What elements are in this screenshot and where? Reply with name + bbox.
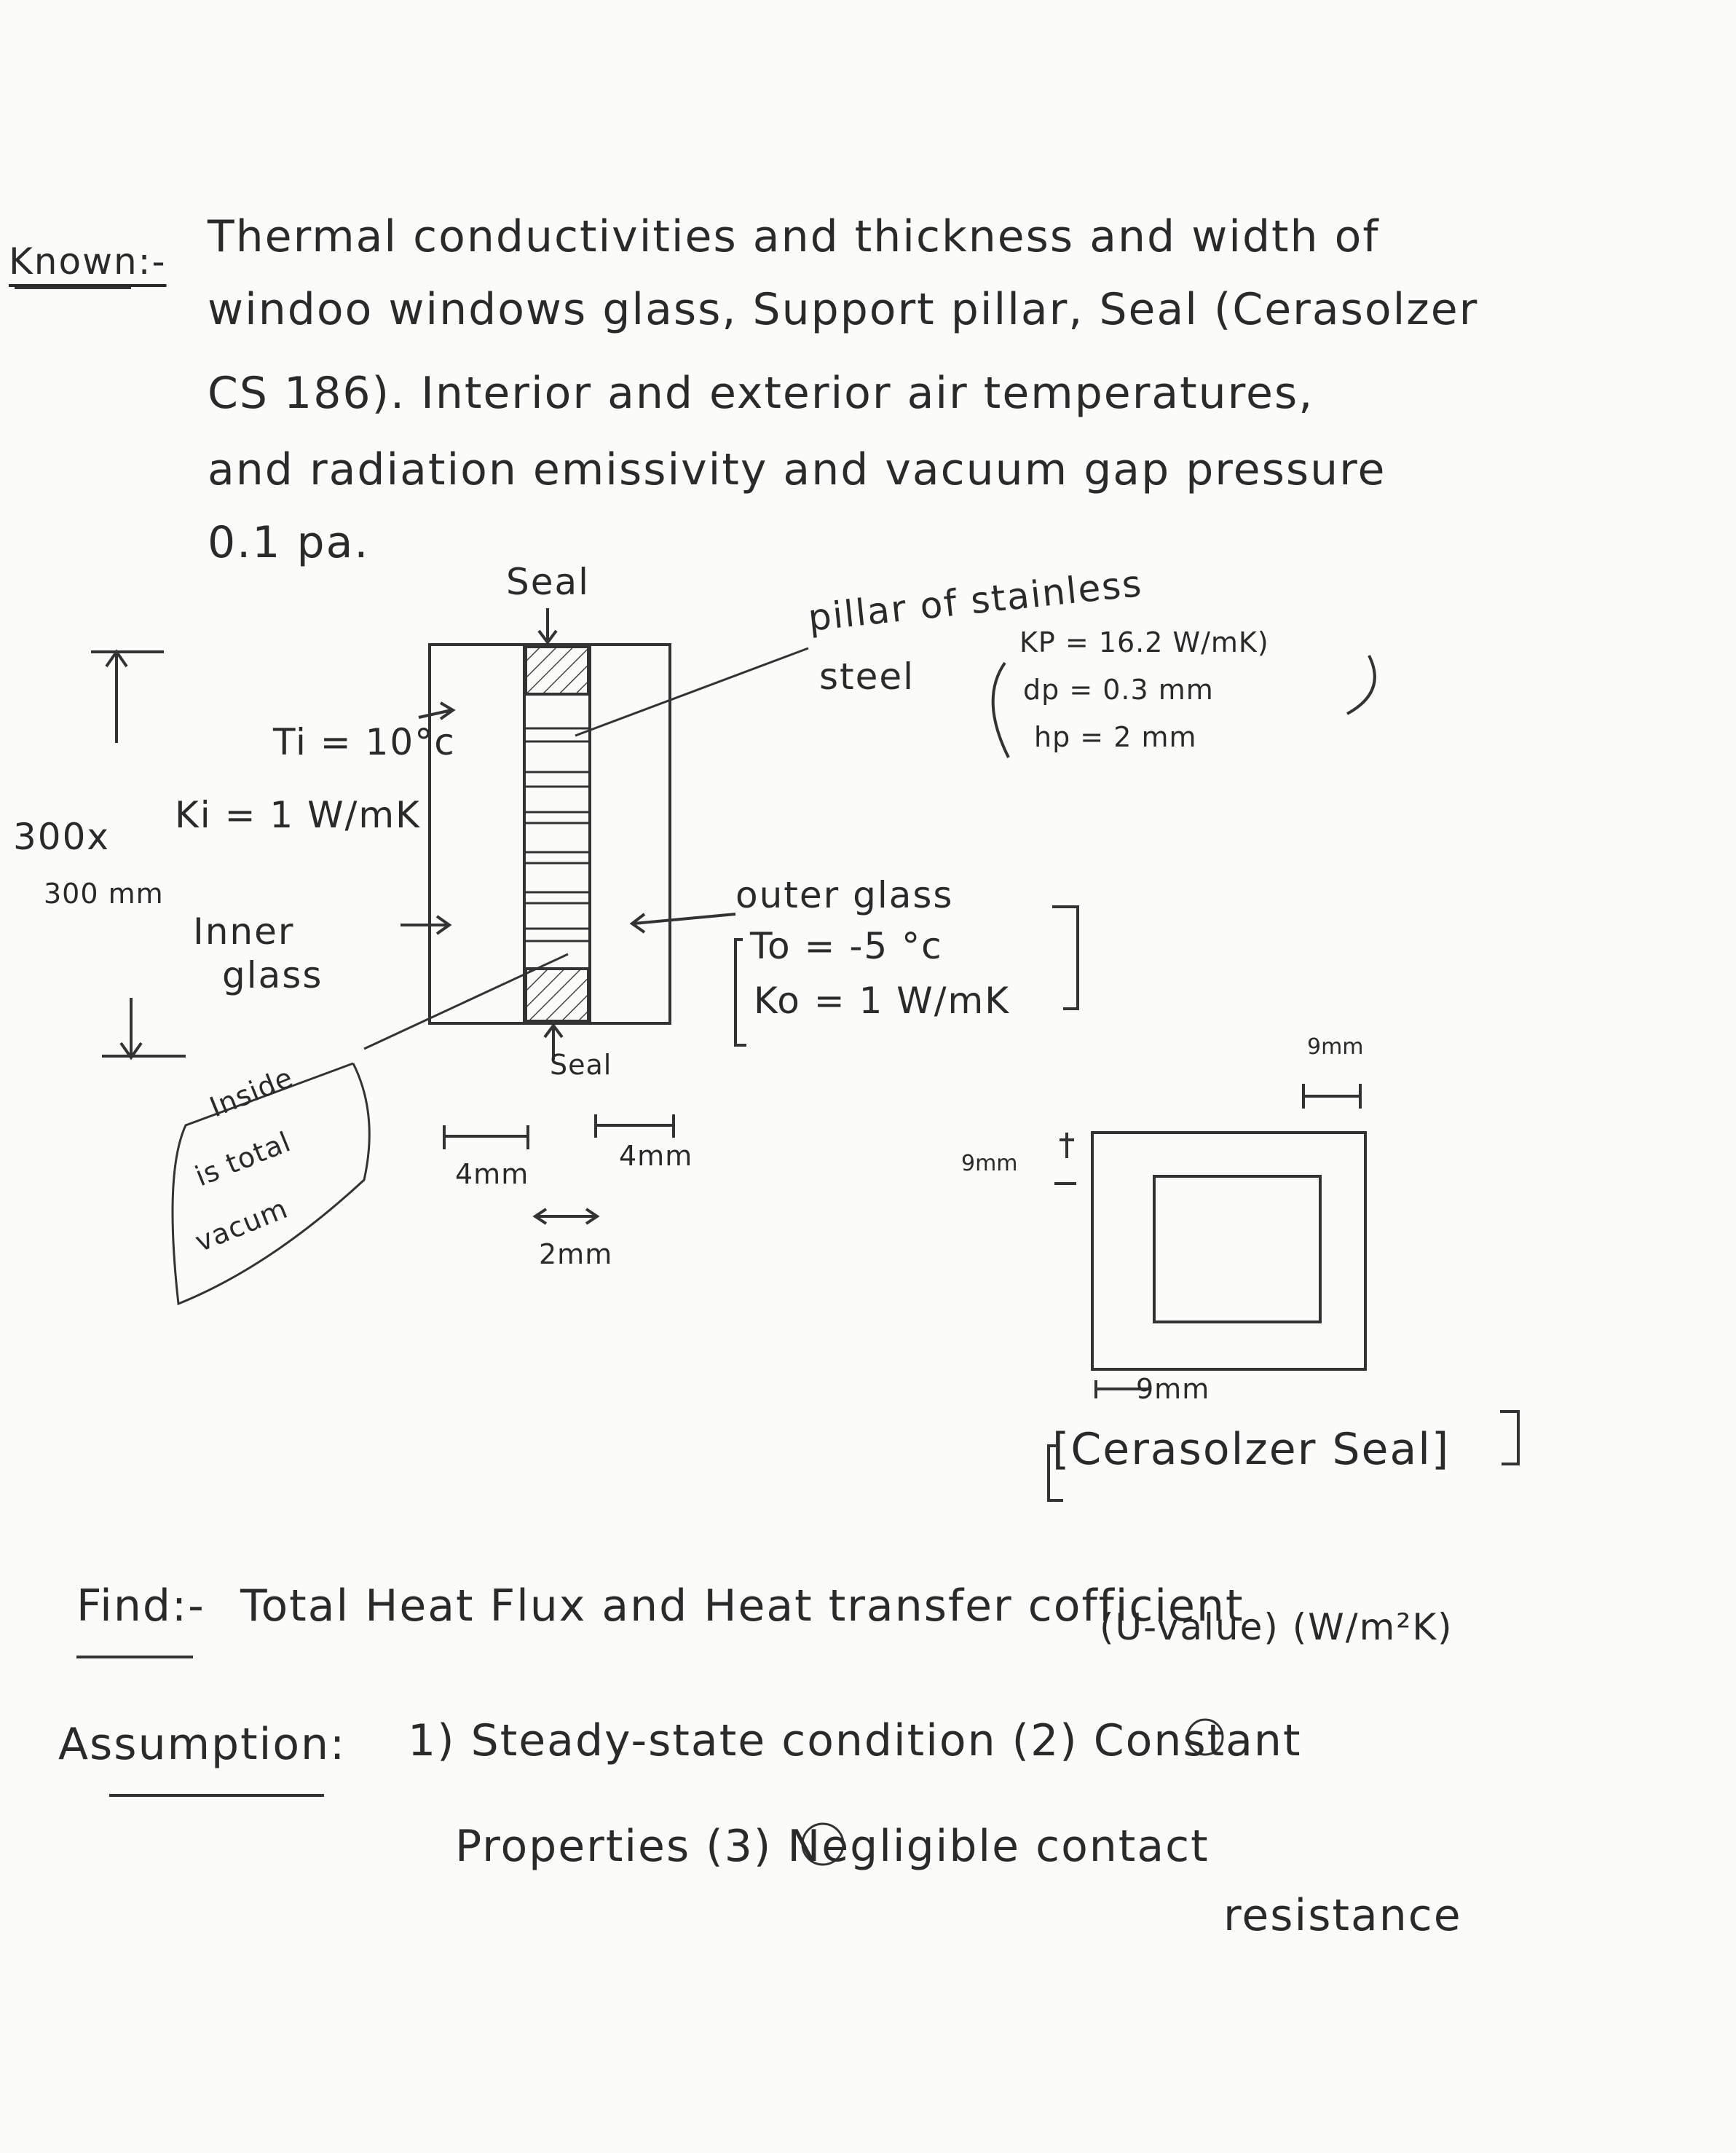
- pillar-leader: [575, 648, 808, 736]
- size-label-2: 300 mm: [44, 878, 164, 910]
- seal-bottom-label: Seal: [550, 1049, 612, 1081]
- ki-value: Ki = 1 W/mK: [175, 794, 421, 836]
- seal-inner-square: [1154, 1176, 1320, 1322]
- dp-value: dp = 0.3 mm: [1023, 674, 1214, 706]
- ti-arrow: [419, 703, 453, 719]
- seal-top-arrow: [539, 608, 556, 642]
- seal-left-dim: 9mm: [961, 1151, 1018, 1176]
- seal-top-label: Seal: [506, 561, 591, 603]
- inner-glass-label-2: glass: [222, 954, 323, 996]
- seal-caption: [Cerasolzer Seal]: [1052, 1424, 1451, 1475]
- find-text-2: (U-value) (W/m²K): [1100, 1606, 1453, 1648]
- to-value: To = -5 °c: [750, 925, 943, 967]
- seal-bottom-hatch: [526, 969, 588, 1021]
- dim-gap-label: 2mm: [539, 1238, 613, 1270]
- pillar-label-2: steel: [819, 656, 915, 698]
- known-line-2: windoo windows glass, Support pillar, Seal (Cerasolzer: [208, 284, 1479, 335]
- size-label-1: 300x: [13, 816, 111, 858]
- seal-top-hatch: [526, 647, 588, 694]
- height-top: [91, 652, 164, 743]
- outer-glass-arrow: [632, 914, 735, 932]
- known-line-1: Thermal conductivities and thickness and width of: [208, 211, 1380, 262]
- pillar-label-1: pillar of stainless: [805, 562, 1145, 639]
- seal-top-dim: 9mm: [1307, 1034, 1364, 1060]
- dim-gap-mark: [535, 1209, 597, 1224]
- assumption-line-1: 1) Steady-state condition (2) Constant: [408, 1715, 1302, 1766]
- inside-note-1: Inside: [205, 1060, 298, 1124]
- known-line-5: 0.1 pa.: [208, 517, 370, 568]
- known-label: Known:-: [9, 240, 167, 283]
- inside-note-3: vacum: [190, 1192, 293, 1259]
- ti-value: Ti = 10°c: [273, 721, 456, 763]
- seal-top-dim-mark: [1303, 1084, 1360, 1109]
- seal-bottom-dim: 9mm: [1136, 1373, 1210, 1405]
- hp-value: hp = 2 mm: [1034, 721, 1197, 753]
- inner-glass-arrow: [401, 916, 449, 934]
- inner-glass-label-1: Inner: [193, 910, 295, 953]
- ko-value: Ko = 1 W/mK: [754, 980, 1011, 1022]
- seal-outer-square: [1092, 1133, 1365, 1369]
- assumption-line-2: Properties (3) Negligible contact: [455, 1821, 1210, 1872]
- glazing-outline: [430, 645, 670, 1023]
- outer-glass-label: outer glass: [735, 874, 954, 916]
- pillar-bracket-left: [993, 663, 1009, 757]
- seal-left-dim-mark: [1054, 1133, 1076, 1184]
- ko-bracket-right: [1052, 907, 1078, 1009]
- known-line-4: and radiation emissivity and vacuum gap pressure: [208, 444, 1386, 495]
- caption-bracket-right: [1500, 1412, 1518, 1464]
- dim-right-mark: [596, 1114, 674, 1138]
- kp-value: KP = 16.2 W/mK): [1019, 626, 1269, 658]
- pillar-lines: [526, 728, 588, 941]
- dim-left-mark: [444, 1125, 528, 1149]
- height-bottom: [102, 998, 186, 1058]
- ko-bracket-left: [735, 940, 746, 1045]
- assumption-line-3: resistance: [1223, 1890, 1462, 1941]
- inside-note-2: is total: [190, 1125, 296, 1193]
- assumption-label: Assumption:: [58, 1719, 347, 1770]
- known-line-3: CS 186). Interior and exterior air temperatures,: [208, 368, 1314, 419]
- pillar-bracket-right: [1347, 656, 1375, 714]
- dim-left-label: 4mm: [455, 1158, 529, 1190]
- dim-right-label: 4mm: [619, 1140, 693, 1172]
- find-label: Find:-: [76, 1581, 205, 1632]
- find-text: Total Heat Flux and Heat transfer cofficient: [240, 1581, 1244, 1632]
